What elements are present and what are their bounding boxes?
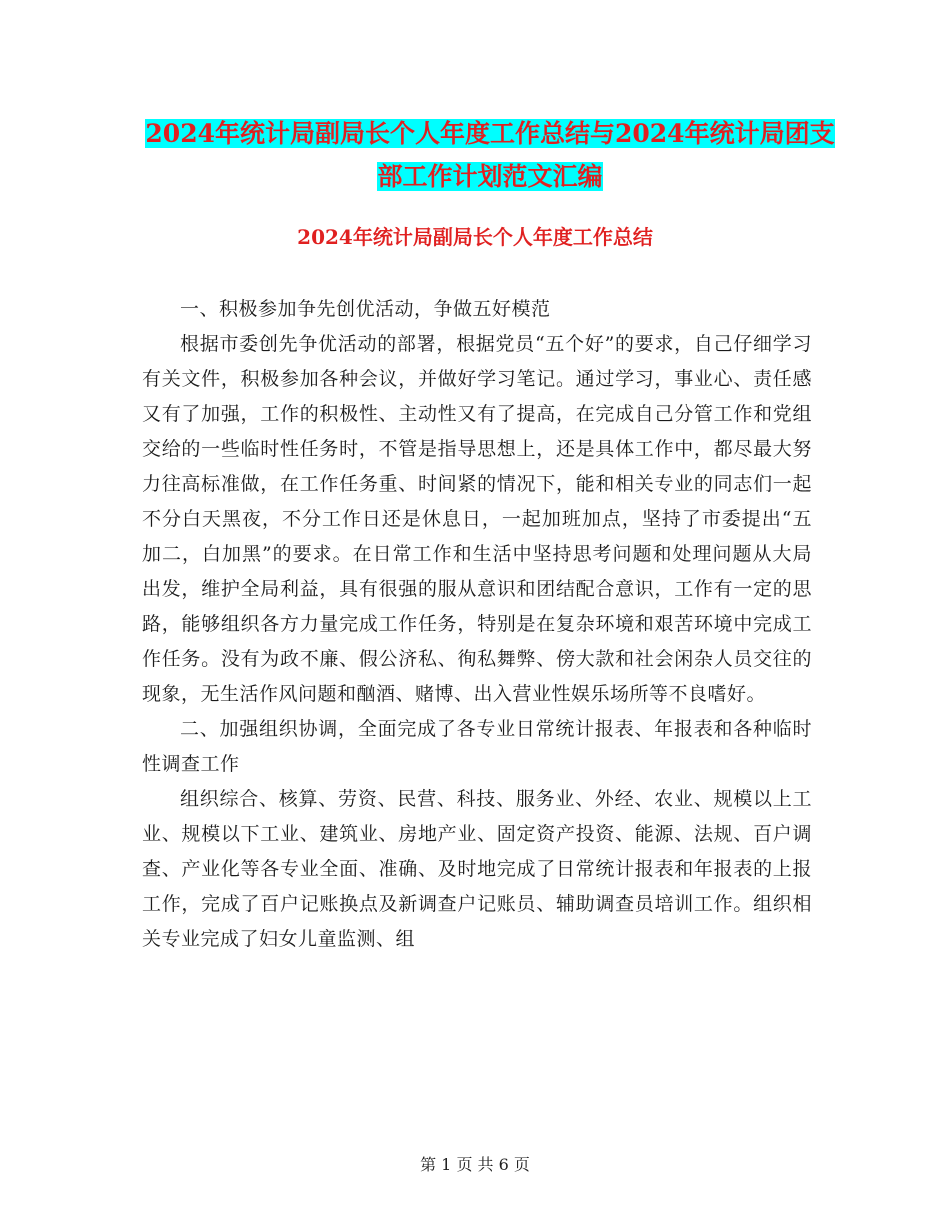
- heading-paragraph-1: 一、积极参加争先创优活动，争做五好模范: [180, 298, 551, 320]
- heading-paragraph-2: 二、加强组织协调，全面完成了各专业日常统计报表、年报表和各种临时性调查工作: [142, 718, 812, 775]
- body-paragraph-1: 根据市委创先争优活动的部署，根据党员“五个好”的要求，自己仔细学习有关文件，积极参加各种会议，并做好学习笔记。通过学习，事业心、责任感又有了加强，工作的积极性、主动性又有了提高，在完成自己分管工作和党组交给的一些临时性任务时，不管是指导思想上，还是具体工作中，都尽最大努力往高标准做，在工作任务重、时间紧的情况下，能和相关专业的同志们一起不分白天黑夜，不分工作日还是休息日，一起加班加点，坚持了市委提出“五加二，白加黑”的要求。在日常工作和生活中坚持思考问题和处理问题从大局出发，维护全局利益，具有很强的服从意识和团结配合意识，工作有一定的思路，能够组织各方力量完成工作任务，特别是在复杂环境和艰苦环境中完成工作任务。没有为政不廉、假公济私、徇私舞弊、傍大款和社会闲杂人员交往的现象，无生活作风问题和酗酒、赌博、出入营业性娱乐场所等不良嗜好。: [142, 333, 812, 705]
- body-paragraph-2: 组织综合、核算、劳资、民营、科技、服务业、外经、农业、规模以上工业、规模以下工业、建筑业、房地产业、固定资产投资、能源、法规、百户调查、产业化等各专业全面、准确、及时地完成了日常统计报表和年报表的上报工作，完成了百户记账换点及新调查户记账员、辅助调查员培训工作。组织相关专业完成了妇女儿童监测、组: [142, 788, 812, 950]
- section-title: 2024年统计局副局长个人年度工作总结: [297, 225, 653, 249]
- page-footer: 第 1 页 共 6 页: [420, 1155, 530, 1174]
- document-title-text: 2024年统计局副局长个人年度工作总结与2024年统计局团支部工作计划范文汇编: [145, 119, 835, 191]
- document-body: [142, 292, 812, 957]
- document-title: [140, 112, 840, 198]
